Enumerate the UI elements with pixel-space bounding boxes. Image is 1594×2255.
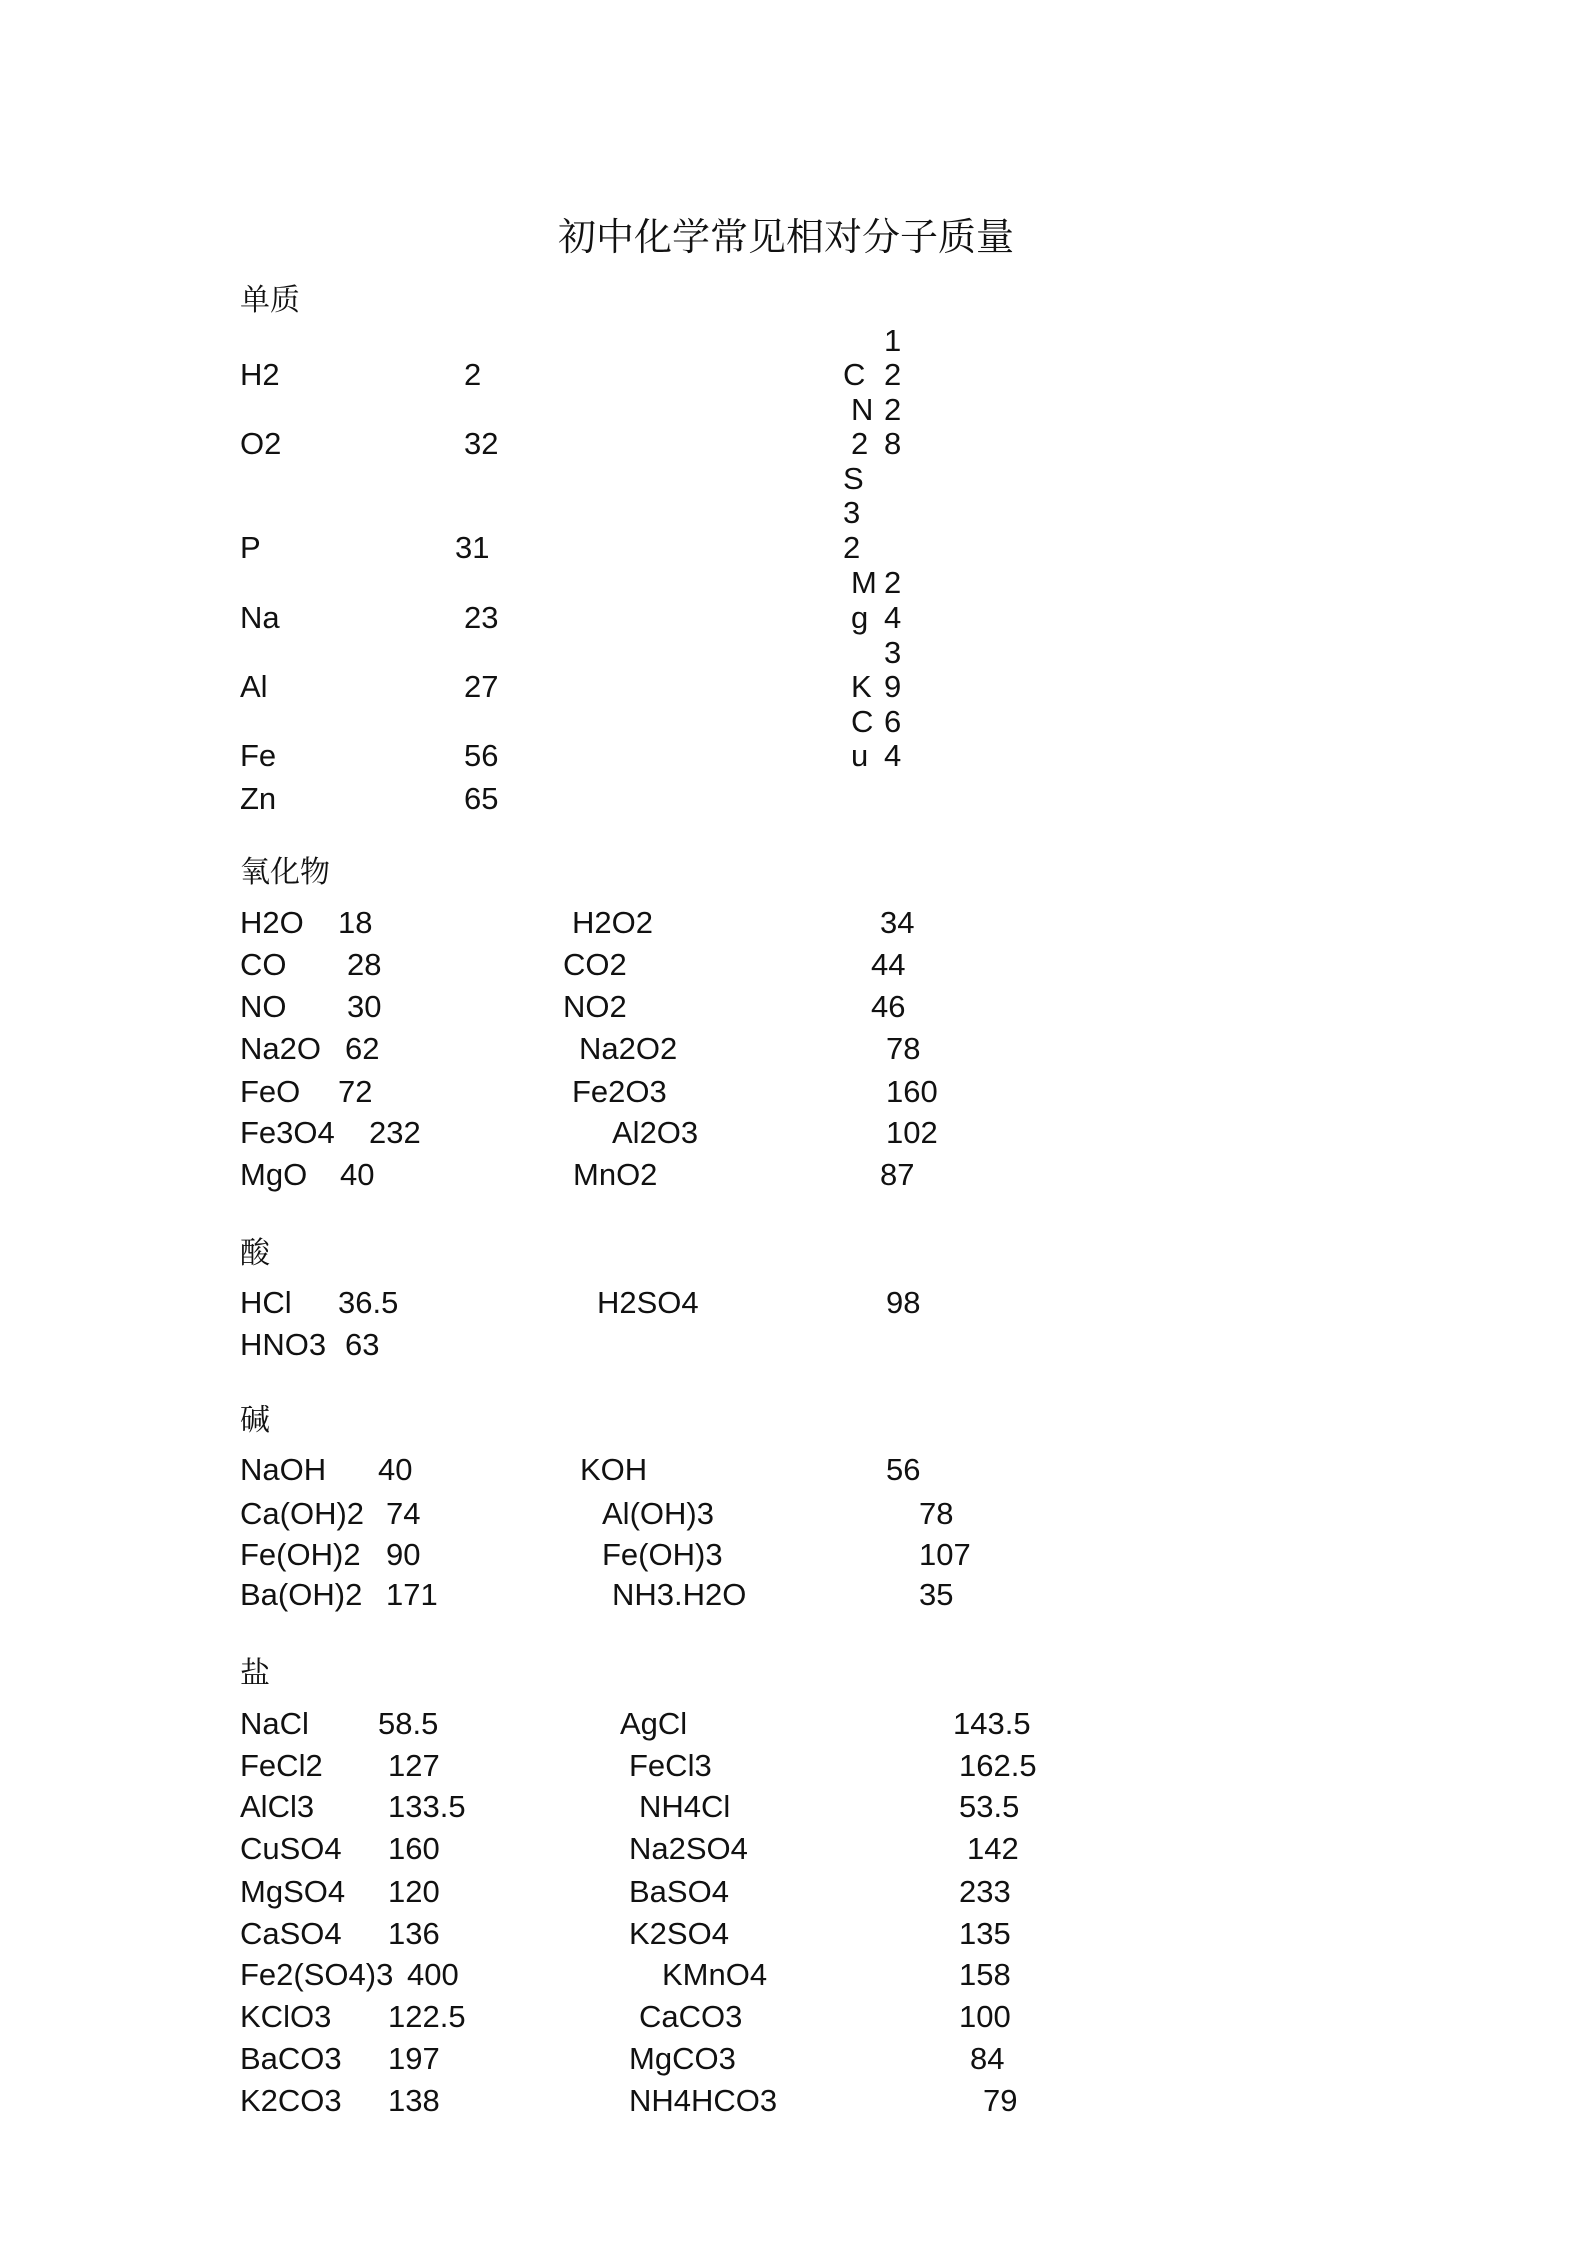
element-formula: H2 bbox=[240, 357, 280, 392]
acid-mass: 63 bbox=[345, 1327, 380, 1362]
oxide-formula: Al2O3 bbox=[612, 1115, 699, 1150]
oxide-mass: 78 bbox=[886, 1031, 921, 1066]
oxide-mass: 30 bbox=[347, 989, 382, 1024]
salt-formula: NaCl bbox=[240, 1706, 309, 1741]
salt-mass: 143.5 bbox=[953, 1706, 1031, 1741]
element-value-char: 9 bbox=[884, 669, 902, 704]
base-formula: Ca(OH)2 bbox=[240, 1496, 365, 1531]
acid-formula: HNO3 bbox=[240, 1327, 327, 1362]
base-mass: 107 bbox=[919, 1537, 971, 1572]
salt-formula: K2CO3 bbox=[240, 2083, 342, 2118]
base-mass: 35 bbox=[919, 1577, 954, 1612]
salt-formula: NH4HCO3 bbox=[629, 2083, 778, 2118]
element-column-char: 2 bbox=[843, 530, 861, 565]
oxide-formula: Fe2O3 bbox=[572, 1074, 667, 1109]
acid-formula: H2SO4 bbox=[597, 1285, 699, 1320]
base-mass: 171 bbox=[386, 1577, 438, 1612]
salt-mass: 53.5 bbox=[959, 1789, 1020, 1824]
salt-formula: BaSO4 bbox=[629, 1874, 729, 1909]
oxide-mass: 102 bbox=[886, 1115, 938, 1150]
element-formula: Fe bbox=[240, 738, 277, 773]
salt-formula: AgCl bbox=[620, 1706, 688, 1741]
element-column-char: u bbox=[851, 738, 869, 773]
acid-mass: 98 bbox=[886, 1285, 921, 1320]
salt-mass: 138 bbox=[388, 2083, 440, 2118]
element-column-char: N bbox=[851, 392, 874, 427]
salt-formula: MgSO4 bbox=[240, 1874, 346, 1909]
element-column-char: g bbox=[851, 600, 869, 635]
element-value-char: 4 bbox=[884, 600, 902, 635]
base-mass: 74 bbox=[386, 1496, 421, 1531]
element-column-char: M bbox=[851, 565, 877, 600]
salt-mass: 58.5 bbox=[378, 1706, 439, 1741]
oxide-mass: 46 bbox=[871, 989, 906, 1024]
salt-formula: MgCO3 bbox=[629, 2041, 736, 2076]
element-mass: 27 bbox=[464, 669, 499, 704]
element-column-char: 2 bbox=[851, 426, 869, 461]
base-formula: Al(OH)3 bbox=[602, 1496, 714, 1531]
salt-formula: AlCl3 bbox=[240, 1789, 315, 1824]
oxide-formula: Na2O bbox=[240, 1031, 321, 1066]
element-value-char: 2 bbox=[884, 357, 902, 392]
salt-mass: 158 bbox=[959, 1957, 1011, 1992]
element-formula: P bbox=[240, 530, 261, 565]
oxide-formula: NO2 bbox=[563, 989, 627, 1024]
salt-mass: 120 bbox=[388, 1874, 440, 1909]
salt-mass: 100 bbox=[959, 1999, 1011, 2034]
salt-formula: K2SO4 bbox=[629, 1916, 729, 1951]
salt-mass: 160 bbox=[388, 1831, 440, 1866]
element-formula: O2 bbox=[240, 426, 282, 461]
element-formula: Zn bbox=[240, 781, 277, 816]
element-value-char: 4 bbox=[884, 738, 902, 773]
element-value-char: 6 bbox=[884, 704, 902, 739]
salt-mass: 135 bbox=[959, 1916, 1011, 1951]
oxide-formula: Fe3O4 bbox=[240, 1115, 335, 1150]
section-heading-salts: 盐 bbox=[240, 1656, 270, 1691]
oxide-mass: 18 bbox=[338, 905, 373, 940]
page-title: 初中化学常见相对分子质量 bbox=[558, 215, 1015, 259]
oxide-formula: CO bbox=[240, 947, 287, 982]
oxide-mass: 34 bbox=[880, 905, 915, 940]
base-formula: KOH bbox=[580, 1452, 648, 1487]
element-value-char: 8 bbox=[884, 426, 902, 461]
base-formula: Fe(OH)3 bbox=[602, 1537, 723, 1572]
salt-mass: 400 bbox=[407, 1957, 459, 1992]
element-mass: 65 bbox=[464, 781, 499, 816]
element-value-char: 2 bbox=[884, 565, 902, 600]
base-formula: NH3.H2O bbox=[612, 1577, 747, 1612]
salt-formula: BaCO3 bbox=[240, 2041, 342, 2076]
acid-mass: 36.5 bbox=[338, 1285, 399, 1320]
salt-formula: CuSO4 bbox=[240, 1831, 342, 1866]
element-column-char: S bbox=[843, 461, 864, 496]
oxide-mass: 44 bbox=[871, 947, 906, 982]
oxide-mass: 72 bbox=[338, 1074, 373, 1109]
element-mass: 31 bbox=[455, 530, 490, 565]
salt-mass: 233 bbox=[959, 1874, 1011, 1909]
element-mass: 32 bbox=[464, 426, 499, 461]
oxide-formula: MgO bbox=[240, 1157, 308, 1192]
section-heading-acids: 酸 bbox=[240, 1236, 270, 1271]
oxide-mass: 28 bbox=[347, 947, 382, 982]
section-heading-elements: 单质 bbox=[240, 283, 300, 318]
base-mass: 40 bbox=[378, 1452, 413, 1487]
element-column-char: C bbox=[843, 357, 866, 392]
base-mass: 78 bbox=[919, 1496, 954, 1531]
salt-mass: 142 bbox=[967, 1831, 1019, 1866]
base-mass: 90 bbox=[386, 1537, 421, 1572]
section-heading-bases: 碱 bbox=[240, 1403, 270, 1438]
salt-mass: 127 bbox=[388, 1748, 440, 1783]
salt-formula: Fe2(SO4)3 bbox=[240, 1957, 394, 1992]
salt-mass: 162.5 bbox=[959, 1748, 1037, 1783]
element-value-char: 2 bbox=[884, 392, 902, 427]
salt-mass: 197 bbox=[388, 2041, 440, 2076]
oxide-mass: 160 bbox=[886, 1074, 938, 1109]
oxide-formula: MnO2 bbox=[573, 1157, 658, 1192]
oxide-mass: 232 bbox=[369, 1115, 421, 1150]
salt-formula: FeCl2 bbox=[240, 1748, 323, 1783]
salt-formula: FeCl3 bbox=[629, 1748, 712, 1783]
salt-formula: Na2SO4 bbox=[629, 1831, 748, 1866]
element-formula: Na bbox=[240, 600, 280, 635]
salt-formula: NH4Cl bbox=[639, 1789, 731, 1824]
element-mass: 23 bbox=[464, 600, 499, 635]
oxide-mass: 62 bbox=[345, 1031, 380, 1066]
oxide-formula: H2O2 bbox=[572, 905, 653, 940]
element-mass: 56 bbox=[464, 738, 499, 773]
base-mass: 56 bbox=[886, 1452, 921, 1487]
salt-mass: 133.5 bbox=[388, 1789, 466, 1824]
salt-formula: CaSO4 bbox=[240, 1916, 342, 1951]
oxide-mass: 40 bbox=[340, 1157, 375, 1192]
oxide-mass: 87 bbox=[880, 1157, 915, 1192]
element-value-char: 3 bbox=[884, 635, 902, 670]
oxide-formula: FeO bbox=[240, 1074, 301, 1109]
base-formula: NaOH bbox=[240, 1452, 327, 1487]
oxide-formula: H2O bbox=[240, 905, 304, 940]
element-column-char: 3 bbox=[843, 495, 861, 530]
element-formula: Al bbox=[240, 669, 268, 704]
salt-mass: 122.5 bbox=[388, 1999, 466, 2034]
salt-mass: 79 bbox=[983, 2083, 1018, 2118]
base-formula: Fe(OH)2 bbox=[240, 1537, 361, 1572]
oxide-formula: Na2O2 bbox=[579, 1031, 678, 1066]
element-column-char: K bbox=[851, 669, 872, 704]
section-heading-oxides: 氧化物 bbox=[240, 855, 330, 890]
element-column-char: C bbox=[851, 704, 874, 739]
salt-formula: KMnO4 bbox=[662, 1957, 768, 1992]
oxide-formula: CO2 bbox=[563, 947, 627, 982]
salt-mass: 136 bbox=[388, 1916, 440, 1951]
salt-formula: CaCO3 bbox=[639, 1999, 743, 2034]
acid-formula: HCl bbox=[240, 1285, 292, 1320]
oxide-formula: NO bbox=[240, 989, 287, 1024]
salt-formula: KClO3 bbox=[240, 1999, 332, 2034]
element-value-char: 1 bbox=[884, 323, 902, 358]
salt-mass: 84 bbox=[970, 2041, 1005, 2076]
base-formula: Ba(OH)2 bbox=[240, 1577, 363, 1612]
element-mass: 2 bbox=[464, 357, 482, 392]
